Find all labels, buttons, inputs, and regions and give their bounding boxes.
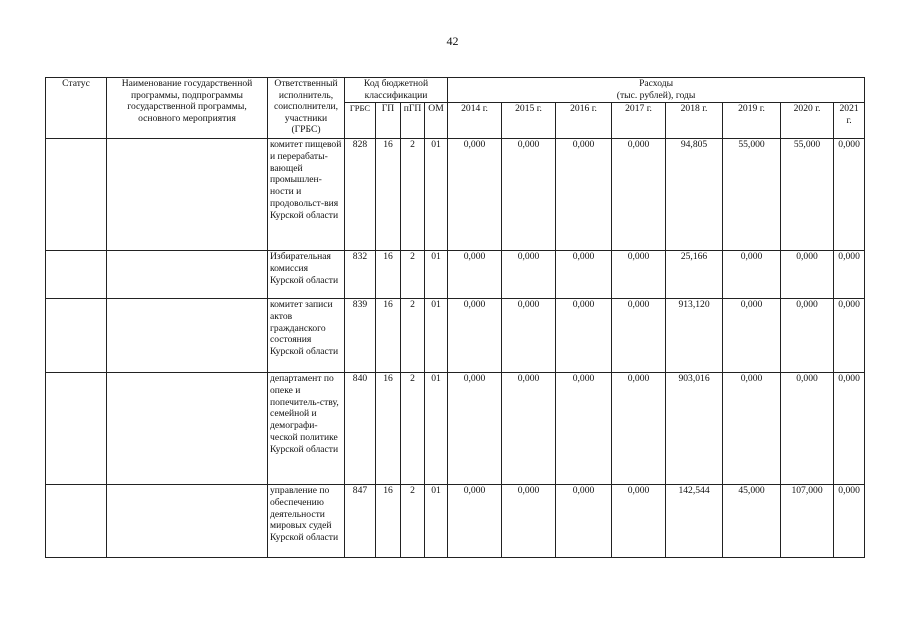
grbs-cell: 847 <box>345 485 376 558</box>
value-cell: 0,000 <box>834 139 865 251</box>
pgp-cell: 2 <box>401 139 425 251</box>
om-cell: 01 <box>425 373 448 485</box>
value-cell: 0,000 <box>612 373 666 485</box>
name-cell <box>107 373 268 485</box>
value-cell: 0,000 <box>502 485 556 558</box>
header-responsible: Ответственный исполнитель, соисполнители, участники (ГРБС) <box>268 78 345 139</box>
value-cell: 45,000 <box>723 485 781 558</box>
header-om: ОМ <box>425 103 448 139</box>
value-cell: 0,000 <box>834 485 865 558</box>
header-year: 2018 г. <box>666 103 723 139</box>
value-cell: 0,000 <box>502 299 556 373</box>
om-cell: 01 <box>425 139 448 251</box>
status-cell <box>46 251 107 299</box>
value-cell: 94,805 <box>666 139 723 251</box>
grbs-cell: 828 <box>345 139 376 251</box>
value-cell: 0,000 <box>448 299 502 373</box>
grbs-cell: 839 <box>345 299 376 373</box>
value-cell: 0,000 <box>834 299 865 373</box>
value-cell: 0,000 <box>723 251 781 299</box>
header-gp: ГП <box>376 103 401 139</box>
value-cell: 0,000 <box>556 299 612 373</box>
value-cell: 913,120 <box>666 299 723 373</box>
responsible-cell: Избирательная комиссия Курской области <box>268 251 345 299</box>
status-cell <box>46 139 107 251</box>
value-cell: 0,000 <box>612 299 666 373</box>
table-row <box>46 373 865 485</box>
value-cell: 0,000 <box>502 139 556 251</box>
value-cell: 25,166 <box>666 251 723 299</box>
table-row <box>46 139 865 251</box>
header-year: 2015 г. <box>502 103 556 139</box>
pgp-cell: 2 <box>401 373 425 485</box>
header-row-top <box>46 78 865 103</box>
value-cell: 0,000 <box>556 485 612 558</box>
header-expenses <box>448 78 865 103</box>
header-year: 2017 г. <box>612 103 666 139</box>
value-cell: 142,544 <box>666 485 723 558</box>
header-code-group: Код бюджетной классификации <box>345 78 448 103</box>
table-row <box>46 251 865 299</box>
name-cell <box>107 251 268 299</box>
value-cell: 0,000 <box>834 251 865 299</box>
pgp-cell: 2 <box>401 485 425 558</box>
status-cell <box>46 373 107 485</box>
budget-table <box>45 77 865 558</box>
header-grbs: ГРБС <box>345 103 376 139</box>
pgp-cell: 2 <box>401 251 425 299</box>
responsible-cell: управление по обеспечению деятельности мировых судей Курской области <box>268 485 345 558</box>
value-cell: 107,000 <box>781 485 834 558</box>
value-cell: 0,000 <box>502 373 556 485</box>
header-year: 2014 г. <box>448 103 502 139</box>
name-cell <box>107 299 268 373</box>
value-cell: 0,000 <box>781 299 834 373</box>
value-cell: 0,000 <box>612 139 666 251</box>
om-cell: 01 <box>425 251 448 299</box>
responsible-cell: комитет пищевой и перерабаты-вающей промышлен-ности и продовольст-вия Курской области <box>268 139 345 251</box>
value-cell: 0,000 <box>612 251 666 299</box>
value-cell: 55,000 <box>723 139 781 251</box>
value-cell: 0,000 <box>556 251 612 299</box>
name-cell <box>107 139 268 251</box>
value-cell: 0,000 <box>556 139 612 251</box>
header-status: Статус <box>46 78 107 139</box>
value-cell: 0,000 <box>723 373 781 485</box>
status-cell <box>46 299 107 373</box>
header-name: Наименование государственной программы, подпрограммы государственной программы, основного мероприятия <box>107 78 268 139</box>
value-cell: 0,000 <box>448 139 502 251</box>
grbs-cell: 832 <box>345 251 376 299</box>
header-year: 2021 г. <box>834 103 865 139</box>
table-row <box>46 485 865 558</box>
value-cell: 0,000 <box>723 299 781 373</box>
om-cell: 01 <box>425 485 448 558</box>
gp-cell: 16 <box>376 299 401 373</box>
header-year: 2020 г. <box>781 103 834 139</box>
value-cell: 0,000 <box>448 251 502 299</box>
gp-cell: 16 <box>376 485 401 558</box>
grbs-cell: 840 <box>345 373 376 485</box>
value-cell: 0,000 <box>834 373 865 485</box>
responsible-cell: департамент по опеке и попечитель-ству, семейной и демографи-ческой политике Курской области <box>268 373 345 485</box>
responsible-cell: комитет записи актов гражданского состояния Курской области <box>268 299 345 373</box>
header-year: 2016 г. <box>556 103 612 139</box>
gp-cell: 16 <box>376 251 401 299</box>
gp-cell: 16 <box>376 373 401 485</box>
header-expenses-line2: (тыс. рублей), годы <box>616 89 696 101</box>
header-expenses-line1: Расходы <box>639 78 674 89</box>
value-cell: 903,016 <box>666 373 723 485</box>
header-year: 2019 г. <box>723 103 781 139</box>
gp-cell: 16 <box>376 139 401 251</box>
value-cell: 0,000 <box>781 373 834 485</box>
value-cell: 0,000 <box>448 373 502 485</box>
value-cell: 0,000 <box>448 485 502 558</box>
value-cell: 0,000 <box>556 373 612 485</box>
value-cell: 55,000 <box>781 139 834 251</box>
header-pgp: пГП <box>401 103 425 139</box>
value-cell: 0,000 <box>781 251 834 299</box>
pgp-cell: 2 <box>401 299 425 373</box>
value-cell: 0,000 <box>612 485 666 558</box>
status-cell <box>46 485 107 558</box>
table-row <box>46 299 865 373</box>
name-cell <box>107 485 268 558</box>
value-cell: 0,000 <box>502 251 556 299</box>
page-number: 42 <box>446 34 459 48</box>
om-cell: 01 <box>425 299 448 373</box>
